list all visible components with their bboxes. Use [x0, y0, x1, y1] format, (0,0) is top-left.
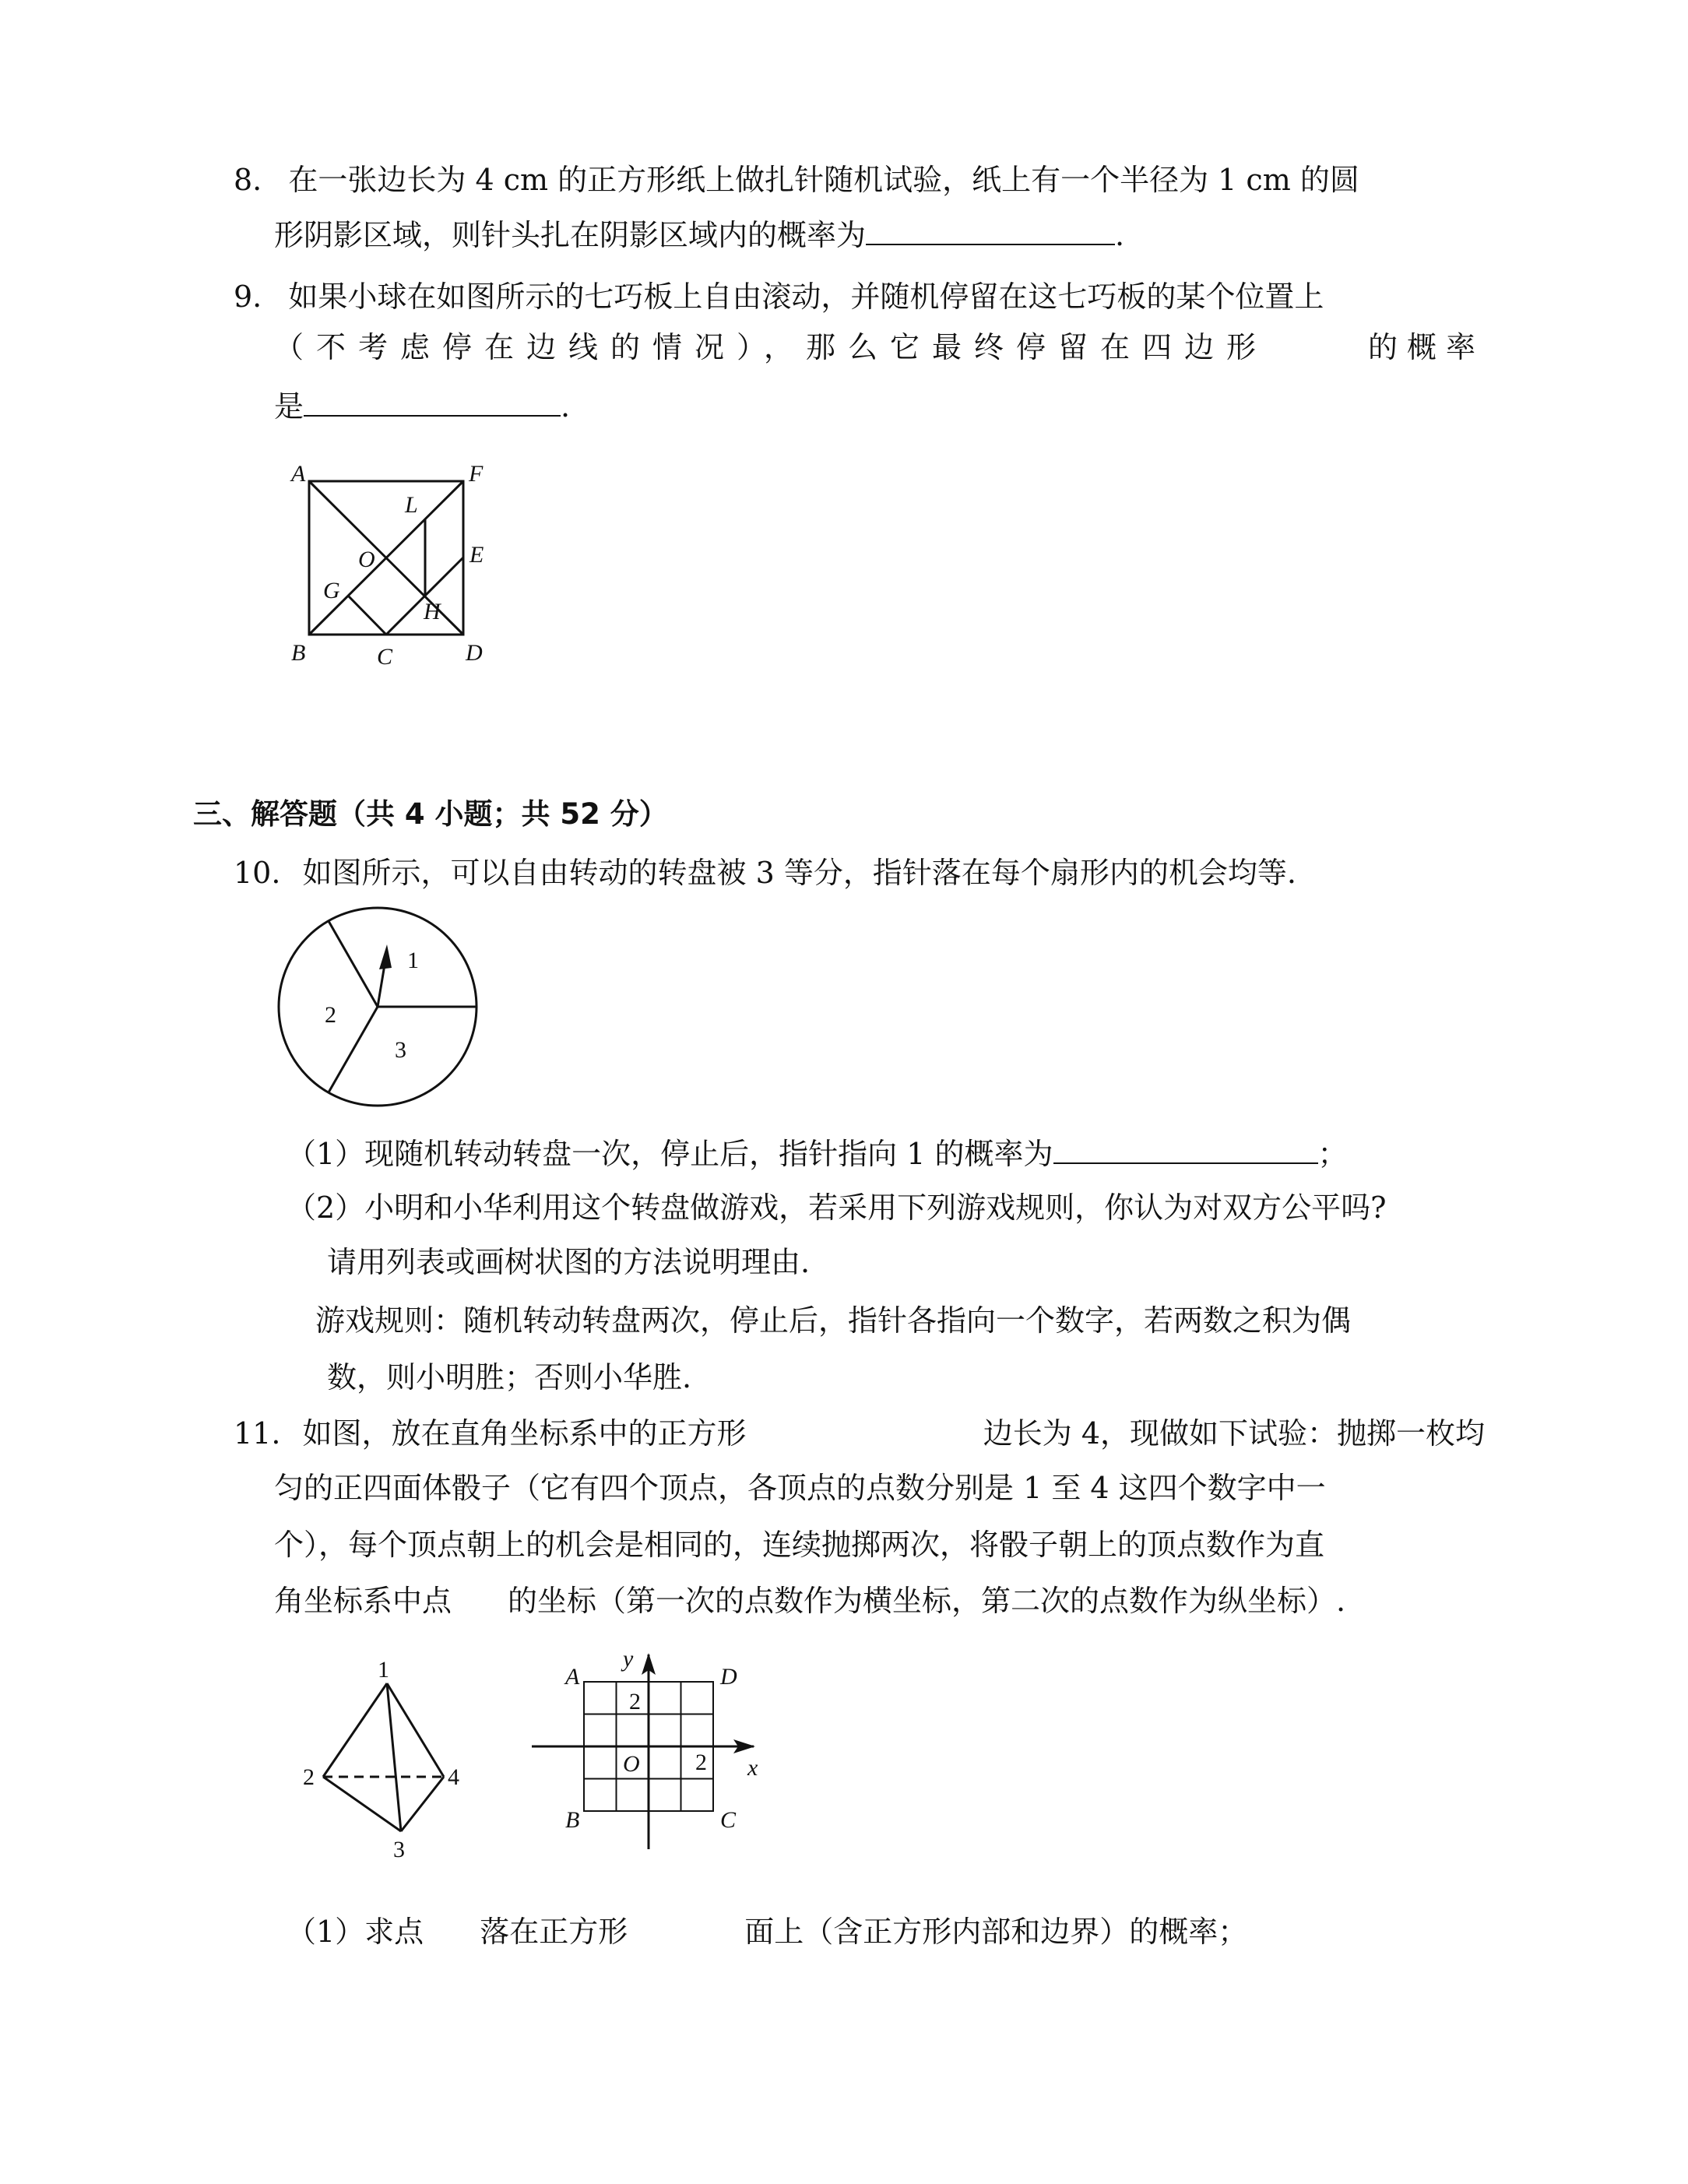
q11-line4: [274, 1581, 1345, 1621]
origin-label-O: O: [623, 1751, 640, 1777]
vertex-label-3: 3: [393, 1837, 405, 1862]
q11-line3: 个），每个顶点朝上的机会是相同的，连续抛掷两次，将骰子朝上的顶点数作为直: [274, 1528, 1325, 1562]
edge-4-3: [401, 1777, 444, 1831]
label-A: A: [291, 461, 306, 487]
sector-label-2: 2: [325, 1002, 336, 1028]
grid-label-A: A: [565, 1664, 580, 1690]
q9-text-line3: 是: [274, 389, 304, 424]
label-L: L: [405, 492, 418, 518]
q11-line1: [234, 1413, 1485, 1454]
q11-text-line1b: 边长为 4，现做如下试验：抛掷一枚均: [983, 1416, 1485, 1451]
q8-text-line1: 在一张边长为 4 cm 的正方形纸上做扎针随机试验，纸上有一个半径为 1 cm 的圆: [288, 163, 1359, 197]
q9-text-line1: 如果小球在如图所示的七巧板上自由滚动，并随机停留在这七巧板的某个位置上: [288, 280, 1324, 314]
label-G: G: [323, 578, 340, 603]
section3-heading: 三、解答题（共 4 小题；共 52 分）: [193, 797, 668, 831]
q11-part1: [287, 1911, 1247, 1952]
axis-label-y: y: [623, 1646, 634, 1672]
label-D: D: [466, 640, 483, 666]
label-H: H: [424, 599, 441, 624]
q9-line1: [234, 276, 1324, 317]
spinner-pointer-arrowhead: [379, 944, 392, 969]
q11-part1-text-a: （1）求点: [287, 1915, 424, 1949]
sector-label-3: 3: [395, 1037, 406, 1063]
q8-end: .: [1115, 218, 1125, 252]
tangram-segment-HE: [425, 557, 463, 596]
q10-stem: [234, 853, 1296, 893]
q9-line3: [274, 385, 570, 427]
spinner-divider-top: [329, 921, 378, 1007]
q11-text-line4b: 的坐标（第一次的点数作为横坐标，第二次的点数作为纵坐标）.: [508, 1584, 1346, 1618]
q9-text-line2a: （不考虑停在边线的情况），那么它最终停留在四边形: [274, 330, 1269, 364]
q10-rule-line2: 数，则小明胜；否则小华胜.: [327, 1360, 692, 1394]
coordinate-grid-figure: [529, 1647, 779, 1880]
q9-line2: [274, 327, 1485, 368]
q11-number: 11.: [234, 1416, 281, 1451]
q10-part2-line1: （2）小明和小华利用这个转盘做游戏，若采用下列游戏规则，你认为对双方公平吗?: [287, 1190, 1387, 1225]
sector-label-1: 1: [407, 948, 419, 973]
grid-label-B: B: [565, 1807, 580, 1833]
tangram-segment-GC: [348, 596, 386, 635]
q11-line2: 匀的正四面体骰子（它有四个顶点，各顶点的点数分别是 1 至 4 这四个数字中一: [274, 1471, 1326, 1505]
edge-1-2: [323, 1683, 387, 1777]
q8-line1: [234, 160, 1359, 200]
x-tick-2: 2: [695, 1750, 707, 1775]
q8-number: 8.: [234, 163, 262, 197]
vertex-label-2: 2: [303, 1764, 315, 1790]
q9-answer-blank: [304, 385, 561, 417]
q10-number: 10.: [234, 856, 281, 890]
q10-stem-text: 如图所示，可以自由转动的转盘被 3 等分，指针落在每个扇形内的机会均等.: [302, 856, 1296, 890]
grid-label-C: C: [720, 1807, 737, 1833]
edge-1-3: [387, 1683, 401, 1831]
q9-end: .: [561, 389, 571, 424]
q9-text-line2b: 的概率: [1367, 330, 1485, 364]
q8-line2: [274, 214, 1124, 255]
tangram-segment-CH: [386, 596, 425, 635]
label-E: E: [469, 542, 484, 568]
q11-part1-text-b: 落在正方形: [480, 1915, 628, 1949]
q10-rule-line1: 游戏规则：随机转动转盘两次，停止后，指针各指向一个数字，若两数之积为偶: [315, 1303, 1352, 1338]
q11-part1-text-c: 面上（含正方形内部和边界）的概率；: [744, 1915, 1248, 1949]
q10-part1-text: （1）现随机转动转盘一次，停止后，指针指向 1 的概率为: [287, 1137, 1053, 1171]
q8-answer-blank: [866, 214, 1115, 245]
label-O: O: [358, 547, 375, 572]
q10-part1-end: ；: [1317, 1137, 1348, 1171]
q10-part1-blank: [1053, 1133, 1318, 1164]
axis-label-x: x: [747, 1755, 758, 1781]
q11-text-line4a: 角坐标系中点: [274, 1584, 452, 1618]
label-B: B: [291, 640, 306, 666]
spinner-figure: [276, 906, 494, 1124]
q10-part1: [287, 1133, 1348, 1174]
y-tick-2: 2: [629, 1689, 641, 1714]
tetrahedron-figure: [300, 1658, 487, 1876]
tangram-figure: [288, 459, 522, 670]
edge-2-3: [323, 1777, 401, 1831]
label-F: F: [469, 461, 484, 487]
vertex-label-1: 1: [378, 1657, 389, 1683]
q10-part2-line2: 请用列表或画树状图的方法说明理由.: [327, 1245, 811, 1279]
q9-number: 9.: [234, 280, 262, 314]
grid-label-D: D: [720, 1664, 737, 1690]
q8-text-line2: 形阴影区域，则针头扎在阴影区域内的概率为: [274, 218, 867, 252]
q11-text-line1a: 如图，放在直角坐标系中的正方形: [302, 1416, 747, 1451]
vertex-label-4: 4: [448, 1764, 459, 1790]
label-C: C: [377, 644, 393, 670]
